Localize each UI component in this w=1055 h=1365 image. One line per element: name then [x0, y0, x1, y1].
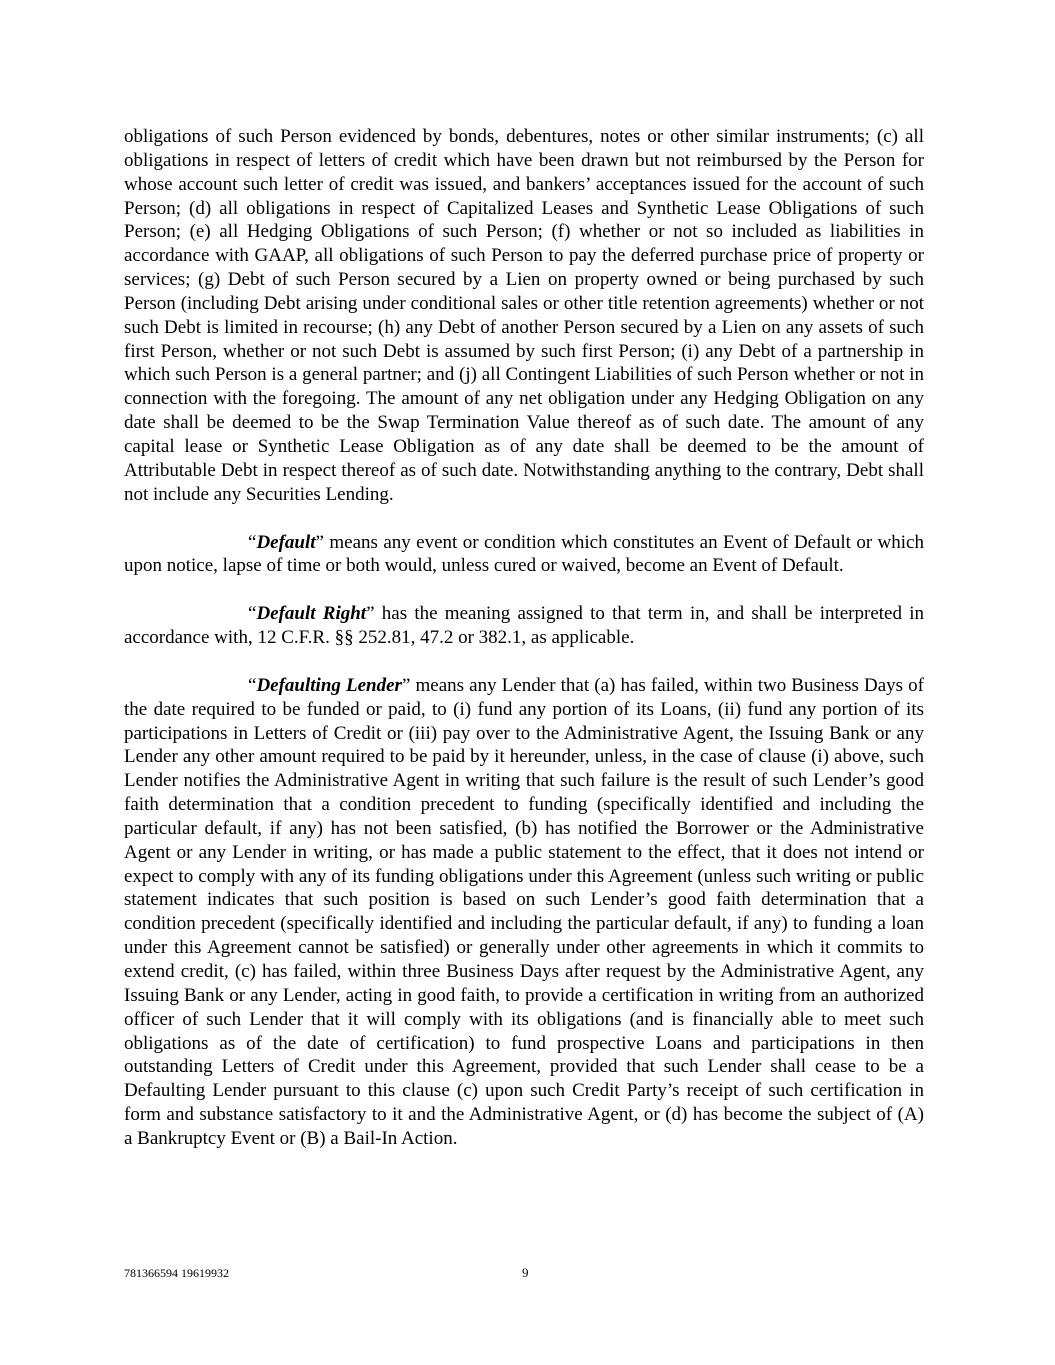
definition-text: ” means any event or condition which constitutes an Event of Default or which upon notice, lapse of time or both would, unless cured or waived, become an Event of Default.	[124, 531, 924, 577]
debt-definition-continuation: obligations of such Person evidenced by bonds, debentures, notes or other similar instruments; (c) all obligations in respect of letters of credit which have been drawn but not reimbursed by the Person for whose account such letter of credit was issued, and bankers’ acceptances issued for the account of such Person; (d) all obligations in respect of Capitalized Leases and Synthetic Lease Obligations of such Person; (e) all Hedging Obligations of such Person; (f) whether or not so included as liabilities in accordance with GAAP, all obligations of such Person to pay the deferred purchase price of property or services; (g) Debt of such Person secured by a Lien on property owned or being purchased by such Person (including Debt arising under conditional sales or other title retention agreements) whether or not such Debt is limited in recourse; (h) any Debt of another Person secured by a Lien on any assets of such first Person, whether or not such Debt is assumed by such first Person; (i) any Debt of a partnership in which such Person is a general partner; and (j) all Contingent Liabilities of such Person whether or not in connection with the foregoing. The amount of any net obligation under any Hedging Obligation on any date shall be deemed to be the Swap Termination Value thereof as of such date. The amount of any capital lease or Synthetic Lease Obligation as of any date shall be deemed to be the amount of Attributable Debt in respect thereof as of such date. Notwithstanding anything to the contrary, Debt shall not include any Securities Lending.	[124, 126, 924, 505]
default-right-definition	[124, 602, 924, 650]
definition-text: ” means any Lender that (a) has failed, within two Business Days of the date required to be funded or paid, to (i) fund any portion of its Loans, (ii) fund any portion of its participations in Letters of Credit or (iii) pay over to the Administrative Agent, the Issuing Bank or any Lender any other amount required to be paid by it hereunder, unless, in the case of clause (i) above, such Lender notifies the Administrative Agent in writing that such failure is the result of such Lender’s good faith determination that a condition precedent to funding (specifically identified and including the particular default, if any) has not been satisfied, (b) has notified the Borrower or the Administrative Agent or any Lender in writing, or has made a public statement to the effect, that it does not intend or expect to comply with any of its funding obligations under this Agreement (unless such writing or public statement indicates that such position is based on such Lender’s good faith determination that a condition precedent (specifically identified and including the particular default, if any) to funding a loan under this Agreement cannot be satisfied) or generally under other agreements in which it commits to extend credit, (c) has failed, within three Business Days after request by the Administrative Agent, any Issuing Bank or any Lender, acting in good faith, to provide a certification in writing from an authorized officer of such Lender that it will comply with its obligations (and is financially able to meet such obligations as of the date of certification) to fund prospective Loans and participations in then outstanding Letters of Credit under this Agreement, provided that such Lender shall cease to be a Defaulting Lender pursuant to this clause (c) upon such Credit Party’s receipt of such certification in form and substance satisfactory to it and the Administrative Agent, or (d) has become the subject of (A) a Bankruptcy Event or (B) a Bail-In Action.	[124, 674, 924, 1149]
defined-term-defaulting-lender: Defaulting Lender	[256, 674, 402, 696]
default-definition	[124, 531, 924, 579]
footer-page-number: 9	[522, 1265, 529, 1280]
open-quote: “	[248, 531, 257, 553]
open-quote: “	[248, 674, 257, 696]
definition-text: ” has the meaning assigned to that term in, and shall be interpreted in accordance with, 12 C.F.R. §§ 252.81, 47.2 or 382.1, as applicable.	[124, 603, 925, 649]
defined-term-default: Default	[256, 531, 316, 553]
document-body	[124, 125, 924, 1151]
footer-document-id: 781366594 19619932	[124, 1266, 229, 1280]
open-quote: “	[248, 603, 257, 625]
defined-term-default-right: Default Right	[256, 603, 367, 625]
defaulting-lender-definition	[124, 674, 924, 1151]
